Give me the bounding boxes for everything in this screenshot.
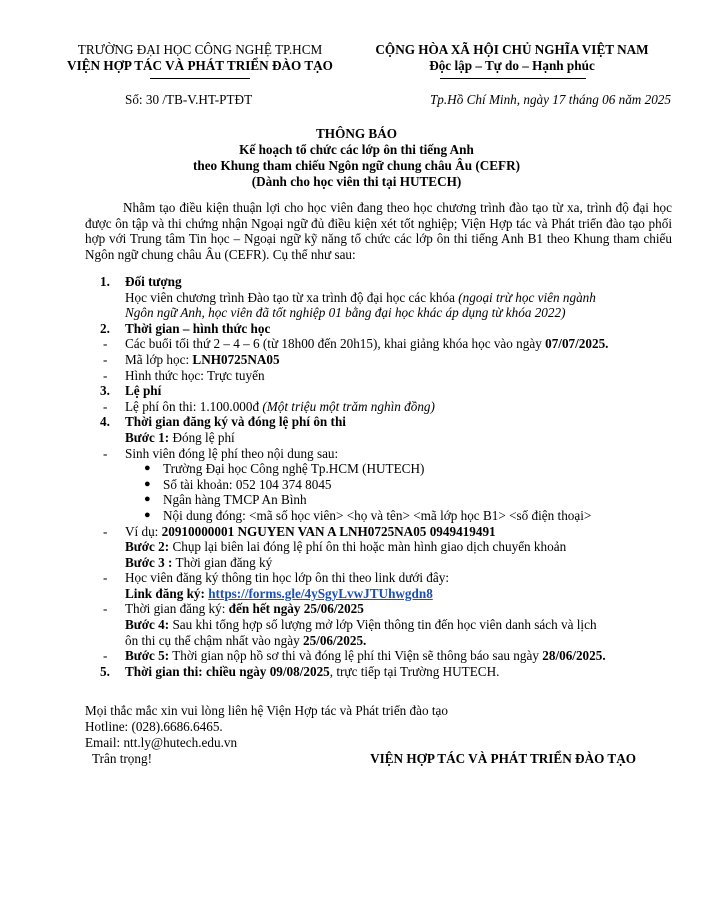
class-code-item: - Mã lớp học: LNH0725NA05: [103, 351, 280, 367]
bullet-icon: ●: [144, 493, 151, 506]
section-5: 5. Thời gian thi: chiều ngày 09/08/2025, trực tiếp tại Trường HUTECH.: [100, 663, 500, 679]
national-motto: Độc lập – Tự do – Hạnh phúc: [429, 58, 595, 73]
bank-item: ● Trường Đại học Công nghệ Tp.HCM (HUTECH): [144, 461, 425, 477]
signer: VIỆN HỢP TÁC VÀ PHÁT TRIỂN ĐÀO TẠO: [370, 751, 636, 766]
place-date: Tp.Hồ Chí Minh, ngày 17 tháng 06 năm 2025: [429, 92, 671, 107]
step-2: Bước 2: Chụp lại biên lai đóng lệ phí ôn thi hoặc màn hình giao dịch chuyển khoản: [125, 539, 567, 555]
section-1-text-cont: Ngôn ngữ Anh, học viên đã tốt nghiệp 01 bằng đại học khác áp dụng từ khóa 2022): [125, 305, 566, 321]
school-name: TRƯỜNG ĐẠI HỌC CÔNG NGHỆ TP.HCM: [77, 42, 323, 57]
section-list: [0, 274, 713, 679]
fee-item: - Lệ phí ôn thi: 1.100.000đ (Một triệu một trăm nghìn đồng): [103, 398, 435, 414]
register-intro: - Học viên đăng ký thông tin học lớp ôn thi theo link dưới đây:: [103, 570, 450, 586]
payment-intro: - Sinh viên đóng lệ phí theo nội dung sau:: [103, 445, 339, 461]
bullet-icon: ●: [144, 462, 151, 475]
bank-item: ● Số tài khoản: 052 104 374 8045: [144, 476, 332, 492]
hotline: Hotline: (028).6686.6465.: [85, 719, 223, 734]
contact-line: Mọi thắc mắc xin vui lòng liên hệ Viện Hợp tác và Phát triển đào tạo: [85, 703, 449, 718]
section-4-heading: 4. Thời gian đăng ký và đóng lệ phí ôn thi: [100, 414, 346, 430]
section-1-text: Học viên chương trình Đào tạo từ xa trình độ đại học các khóa (ngoại trừ học viên ngành: [125, 289, 596, 305]
bullet-icon: ●: [144, 508, 151, 521]
intro-paragraph: Nhằm tạo điều kiện thuận lợi cho học viên đang theo học chương trình đào tạo từ xa, trình độ đại học được ôn tập và thi chứng nhận Ngoại ngữ đủ điều kiện xét tốt nghiệp; Viện Hợp tác và Phát triển đào tạo phối hợp với Trung tâm Tin học – Ngoại ngữ kỹ năng tổ chức các lớp ôn thi tiếng Anh B1 theo Khung tham chiếu Ngôn ngữ chung châu Âu (CEFR). Cụ thể như sau:: [85, 200, 672, 262]
notice-subtitle-2: theo Khung tham chiếu Ngôn ngữ chung châu Âu (CEFR): [192, 158, 521, 173]
notice-subtitle-3: (Dành cho học viên thi tại HUTECH): [251, 174, 462, 189]
left-header-rule: [150, 78, 250, 79]
section-2-heading: 2. Thời gian – hình thức học: [100, 320, 271, 336]
right-header-rule: [440, 78, 586, 79]
email: Email: ntt.ly@hutech.edu.vn: [85, 735, 238, 750]
notice-subtitle-1: Kế hoạch tổ chức các lớp ôn thi tiếng Anh: [239, 142, 474, 157]
registration-link[interactable]: https://forms.gle/4ySgyLvwJTUhwgdn8: [208, 585, 433, 601]
payment-example: - Ví dụ: 20910000001 NGUYEN VAN A LNH0725NA05 0949419491: [103, 523, 496, 539]
regards: Trân trọng!: [92, 751, 152, 766]
step-5: - Bước 5: Thời gian nộp hồ sơ thi và đóng lệ phí thi Viện sẽ thông báo sau ngày 28/06/2025.: [103, 648, 606, 664]
register-link-line: Link đăng ký: https://forms.gle/4ySgyLvwJTUhwgdn8: [125, 585, 433, 601]
register-deadline: - Thời gian đăng ký: đến hết ngày 25/06/2025: [103, 601, 364, 617]
bank-item: ● Nội dung đóng: <mã số học viên> <họ và tên> <mã lớp học B1> <số điện thoại>: [144, 507, 592, 523]
section-3-heading: 3. Lệ phí: [100, 383, 162, 399]
section-1-heading: 1. Đối tượng: [100, 274, 182, 289]
step-3: Bước 3 : Thời gian đăng ký: [125, 554, 273, 570]
bullet-icon: ●: [144, 477, 151, 490]
format-item: - Hình thức học: Trực tuyến: [103, 367, 265, 383]
step-4: Bước 4: Sau khi tổng hợp số lượng mở lớp Viện thông tin đến học viên danh sách và lịch: [125, 617, 597, 633]
institute-name: VIỆN HỢP TÁC VÀ PHÁT TRIỂN ĐÀO TẠO: [67, 58, 333, 73]
bank-item: ● Ngân hàng TMCP An Bình: [144, 492, 307, 508]
step-4-cont: ôn thi cụ thể chậm nhất vào ngày 25/06/2025.: [125, 632, 367, 648]
schedule-item: - Các buổi tối thứ 2 – 4 – 6 (từ 18h00 đến 20h15), khai giảng khóa học vào ngày 07/07/2025.: [103, 336, 609, 352]
national-title: CỘNG HÒA XÃ HỘI CHỦ NGHĨA VIỆT NAM: [375, 42, 649, 57]
step-1: Bước 1: Đóng lệ phí: [125, 429, 235, 445]
document-number: Số: 30 /TB-V.HT-PTĐT: [125, 92, 253, 107]
notice-title: THÔNG BÁO: [316, 126, 397, 141]
